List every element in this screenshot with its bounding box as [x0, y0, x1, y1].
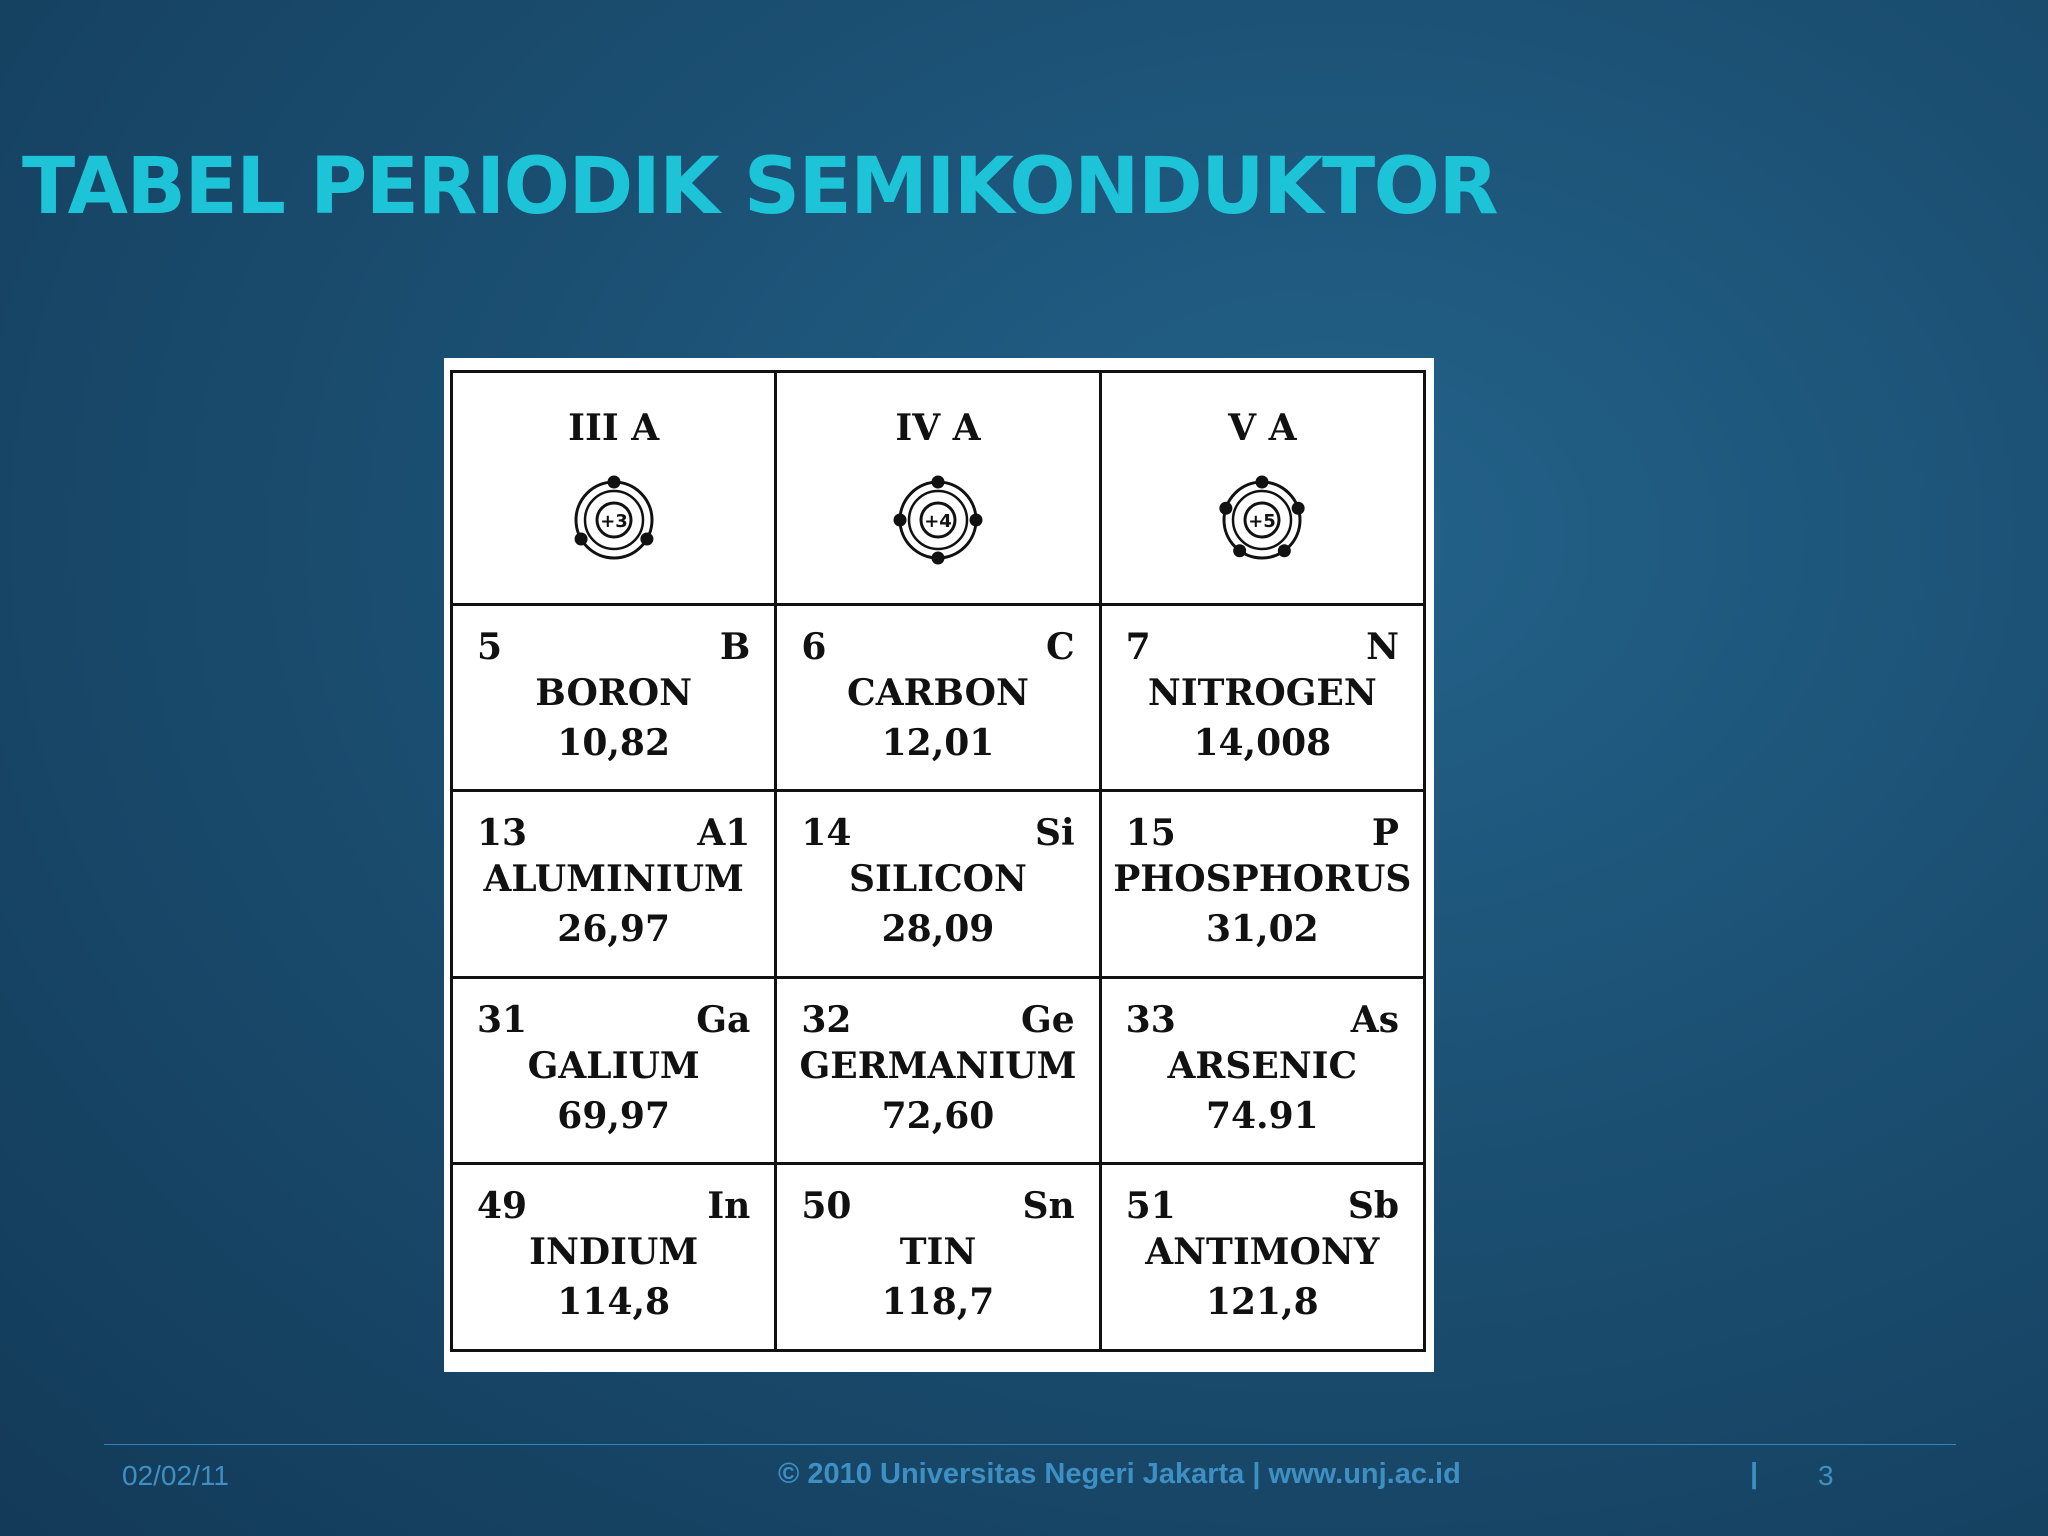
footer-separator: |	[1750, 1458, 1759, 1490]
atomic-mass: 72,60	[881, 1094, 995, 1137]
nucleus-charge-label: +4	[924, 511, 952, 532]
element-symbol: Ga	[696, 998, 751, 1041]
page-number: 3	[1818, 1460, 1834, 1491]
electron-dot	[1292, 502, 1305, 515]
element-symbol: In	[707, 1185, 751, 1228]
atom-diagram-icon	[567, 473, 661, 567]
atomic-mass: 69,97	[557, 1094, 671, 1137]
element-cell	[452, 604, 776, 791]
element-row	[452, 791, 1425, 978]
group-header-row	[452, 372, 1425, 605]
element-name: ALUMINIUM	[483, 858, 744, 901]
element-cell	[1100, 1164, 1424, 1351]
element-cell	[776, 1164, 1100, 1351]
element-cell	[776, 604, 1100, 791]
slide-title: TABEL PERIODIK SEMIKONDUKTOR	[22, 142, 1498, 232]
group-label: IV A	[895, 407, 981, 449]
element-symbol: Sn	[1022, 1185, 1075, 1228]
nucleus-charge-label: +5	[1248, 511, 1277, 532]
footer-copyright: © 2010 Universitas Negeri Jakarta | www.unj.ac.id	[778, 1458, 1461, 1490]
periodic-table	[450, 370, 1426, 1352]
atomic-number: 15	[1125, 812, 1176, 855]
atomic-mass: 31,02	[1205, 908, 1319, 951]
footer-divider	[104, 1444, 1956, 1445]
element-symbol: P	[1371, 812, 1399, 855]
element-cell	[452, 977, 776, 1164]
electron-dot	[1278, 544, 1291, 557]
electron-dot	[607, 476, 620, 489]
element-name: INDIUM	[529, 1231, 699, 1274]
atomic-number: 7	[1125, 625, 1151, 668]
element-symbol: Sb	[1347, 1185, 1399, 1228]
element-symbol: Si	[1034, 812, 1075, 855]
atomic-mass: 26,97	[557, 908, 671, 951]
element-row	[452, 977, 1425, 1164]
element-name: GERMANIUM	[799, 1044, 1077, 1087]
element-name: ANTIMONY	[1145, 1231, 1380, 1274]
element-cell	[1100, 977, 1424, 1164]
electron-dot	[1233, 544, 1246, 557]
element-name: NITROGEN	[1147, 671, 1377, 714]
element-name: TIN	[899, 1231, 977, 1274]
element-cell	[1100, 604, 1424, 791]
atomic-mass: 10,82	[557, 721, 671, 764]
element-name: PHOSPHORUS	[1113, 858, 1412, 901]
element-name: CARBON	[847, 671, 1029, 714]
electron-dot	[931, 476, 944, 489]
atomic-mass: 121,8	[1205, 1281, 1319, 1324]
element-symbol: As	[1350, 998, 1399, 1041]
atomic-number: 32	[801, 998, 852, 1041]
element-cell	[776, 791, 1100, 978]
element-name: BORON	[535, 671, 692, 714]
element-cell	[452, 791, 776, 978]
atomic-mass: 74.91	[1205, 1094, 1319, 1137]
element-cell	[452, 1164, 776, 1351]
electron-dot	[931, 552, 944, 565]
atomic-number: 31	[477, 998, 528, 1041]
atom-diagram-icon	[891, 473, 985, 567]
element-cell	[776, 977, 1100, 1164]
periodic-table-image	[444, 358, 1434, 1372]
element-symbol: B	[719, 625, 751, 668]
element-symbol: A1	[697, 812, 751, 855]
group-label: III A	[568, 407, 660, 449]
element-name: GALIUM	[527, 1044, 700, 1087]
atomic-mass: 114,8	[557, 1281, 671, 1324]
atomic-number: 14	[801, 812, 852, 855]
group-label: V A	[1228, 407, 1297, 449]
electron-dot	[1220, 502, 1233, 515]
atomic-number: 51	[1125, 1185, 1176, 1228]
atom-diagram-icon	[1215, 473, 1309, 567]
element-name: SILICON	[849, 858, 1027, 901]
atomic-number: 49	[477, 1185, 528, 1228]
electron-dot	[893, 514, 906, 527]
nucleus-charge-label: +3	[599, 511, 628, 532]
group-header-cell	[776, 372, 1100, 605]
atomic-mass: 12,01	[881, 721, 995, 764]
element-row	[452, 604, 1425, 791]
electron-dot	[640, 533, 653, 546]
element-cell	[1100, 791, 1424, 978]
element-symbol: Ge	[1021, 998, 1075, 1041]
atomic-number: 5	[477, 625, 503, 668]
atomic-mass: 14,008	[1193, 721, 1332, 764]
atomic-number: 6	[801, 625, 827, 668]
group-header-cell	[452, 372, 776, 605]
group-header-cell	[1100, 372, 1424, 605]
element-row	[452, 1164, 1425, 1351]
element-symbol: C	[1046, 625, 1075, 668]
element-name: ARSENIC	[1167, 1044, 1358, 1087]
atomic-mass: 28,09	[881, 908, 995, 951]
atomic-number: 50	[801, 1185, 852, 1228]
footer-date: 02/02/11	[122, 1460, 229, 1491]
atomic-number: 33	[1125, 998, 1176, 1041]
electron-dot	[574, 533, 587, 546]
electron-dot	[1256, 476, 1269, 489]
atomic-mass: 118,7	[881, 1281, 995, 1324]
atomic-number: 13	[477, 812, 528, 855]
electron-dot	[969, 514, 982, 527]
element-symbol: N	[1366, 625, 1399, 668]
